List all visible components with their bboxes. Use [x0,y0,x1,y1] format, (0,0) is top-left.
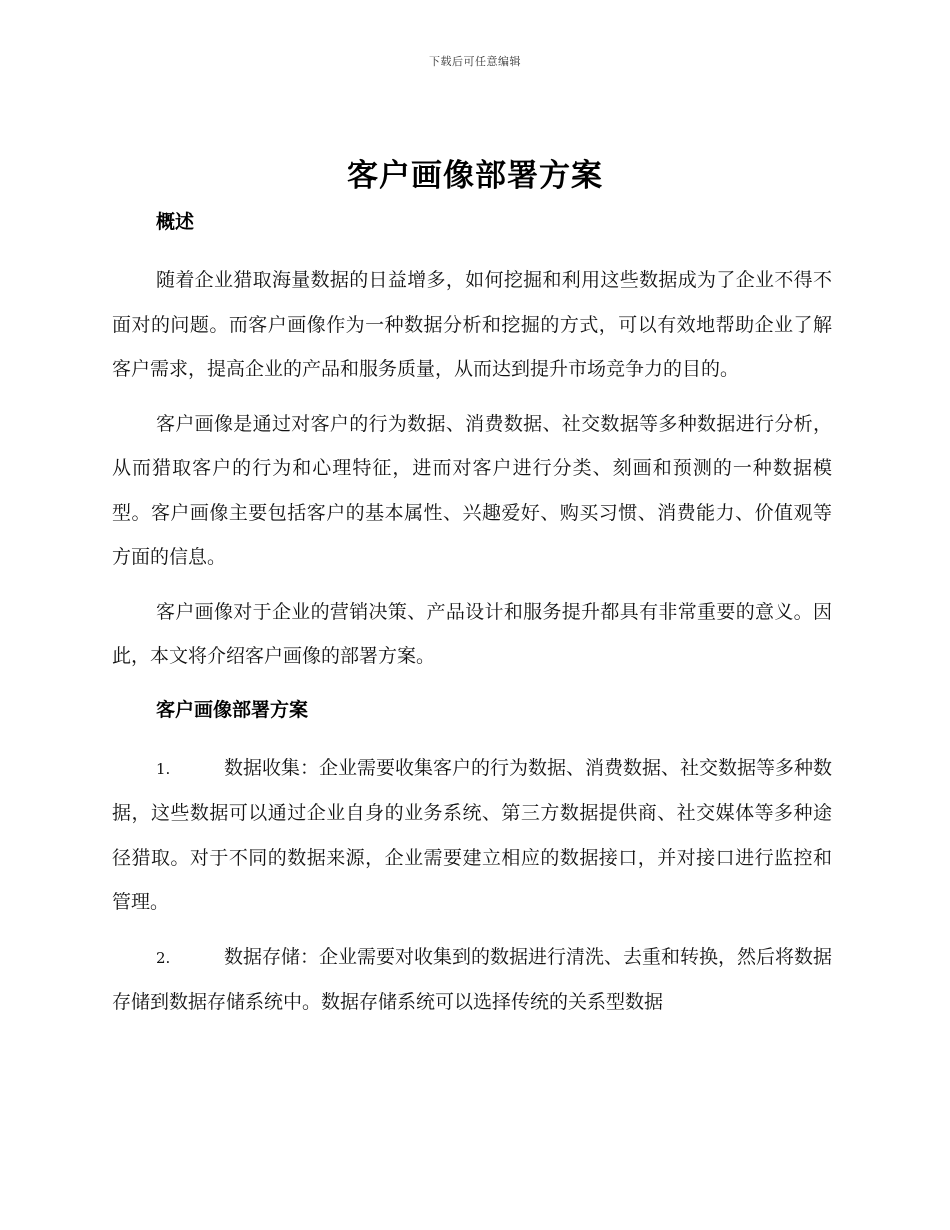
list-item-text: 数据存储：企业需要对收集到的数据进行清洗、去重和转换，然后将数据存储到数据存储系统中。数据存储系统可以选择传统的关系型数据 [112,945,833,1013]
list-item-text: 数据收集：企业需要收集客户的行为数据、消费数据、社交数据等多种数据，这些数据可以通过企业自身的业务系统、第三方数据提供商、社交媒体等多种途径猎取。对于不同的数据来源，企业需要建立相应的数据接口，并对接口进行监控和管理。 [112,756,833,913]
list-item [112,746,832,925]
paragraph: 客户画像对于企业的营销决策、产品设计和服务提升都具有非常重要的意义。因此，本文将介绍客户画像的部署方案。 [112,600,832,667]
document-body [112,205,832,1025]
list-item-number: 1. [156,759,171,778]
list-item [112,935,832,1025]
section-heading-overview: 概述 [156,211,195,233]
page-header-note: 下载后可任意编辑 [429,55,521,68]
document-title: 客户画像部署方案 [347,158,603,194]
list-item-number: 2. [156,948,171,967]
paragraph: 随着企业猎取海量数据的日益增多，如何挖掘和利用这些数据成为了企业不得不面对的问题。而客户画像作为一种数据分析和挖掘的方式，可以有效地帮助企业了解客户需求，提高企业的产品和服务质量，从而达到提升市场竞争力的目的。 [112,269,832,380]
section-heading-deployment: 客户画像部署方案 [156,698,309,721]
paragraph: 客户画像是通过对客户的行为数据、消费数据、社交数据等多种数据进行分析，从而猎取客户的行为和心理特征，进而对客户进行分类、刻画和预测的一种数据模型。客户画像主要包括客户的基本属性、兴趣爱好、购买习惯、消费能力、价值观等方面的信息。 [112,412,832,568]
